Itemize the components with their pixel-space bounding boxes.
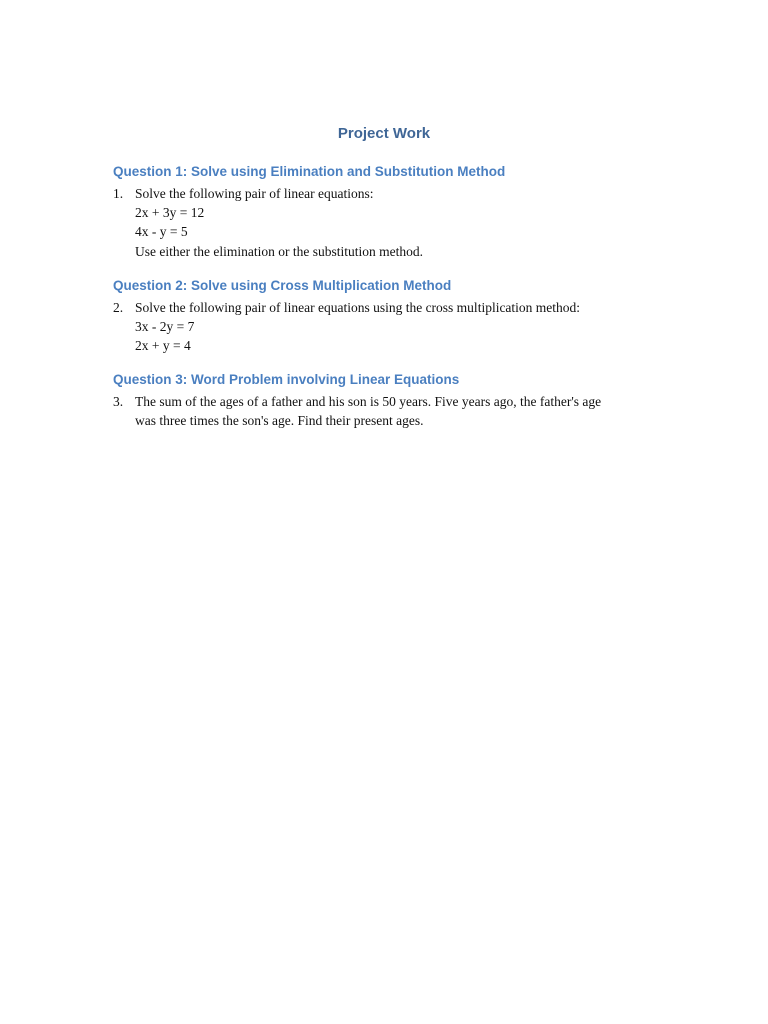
question-1-equation-2: 4x - y = 5	[135, 224, 188, 240]
question-3-section	[113, 371, 653, 430]
question-2-item	[113, 298, 653, 356]
question-3-line-1: The sum of the ages of a father and his son is 50 years. Five years ago, the father's age	[135, 394, 602, 409]
question-3-number: 3.	[113, 394, 124, 409]
question-3-heading: Question 3: Word Problem involving Linear Equations	[113, 372, 460, 387]
question-3-line-2: was three times the son's age. Find their present ages.	[135, 413, 424, 429]
question-1-line-1: Solve the following pair of linear equations:	[135, 186, 374, 201]
question-1-number: 1.	[113, 186, 124, 201]
question-1-heading: Question 1: Solve using Elimination and Substitution Method	[113, 164, 506, 179]
question-2-heading: Question 2: Solve using Cross Multiplication Method	[113, 278, 452, 293]
question-2-section	[113, 277, 653, 356]
question-2-equation-2: 2x + y = 4	[135, 338, 191, 354]
document-title: Project Work	[337, 125, 431, 142]
question-1-equation-1: 2x + 3y = 12	[135, 205, 205, 221]
question-1-item	[113, 184, 653, 261]
question-3-item	[113, 392, 653, 430]
question-1-section	[113, 163, 653, 261]
question-2-line-1: Solve the following pair of linear equations using the cross multiplication method:	[135, 300, 581, 315]
question-1-instruction: Use either the elimination or the substitution method.	[135, 243, 423, 259]
question-2-equation-1: 3x - 2y = 7	[135, 319, 195, 335]
question-2-number: 2.	[113, 300, 124, 315]
